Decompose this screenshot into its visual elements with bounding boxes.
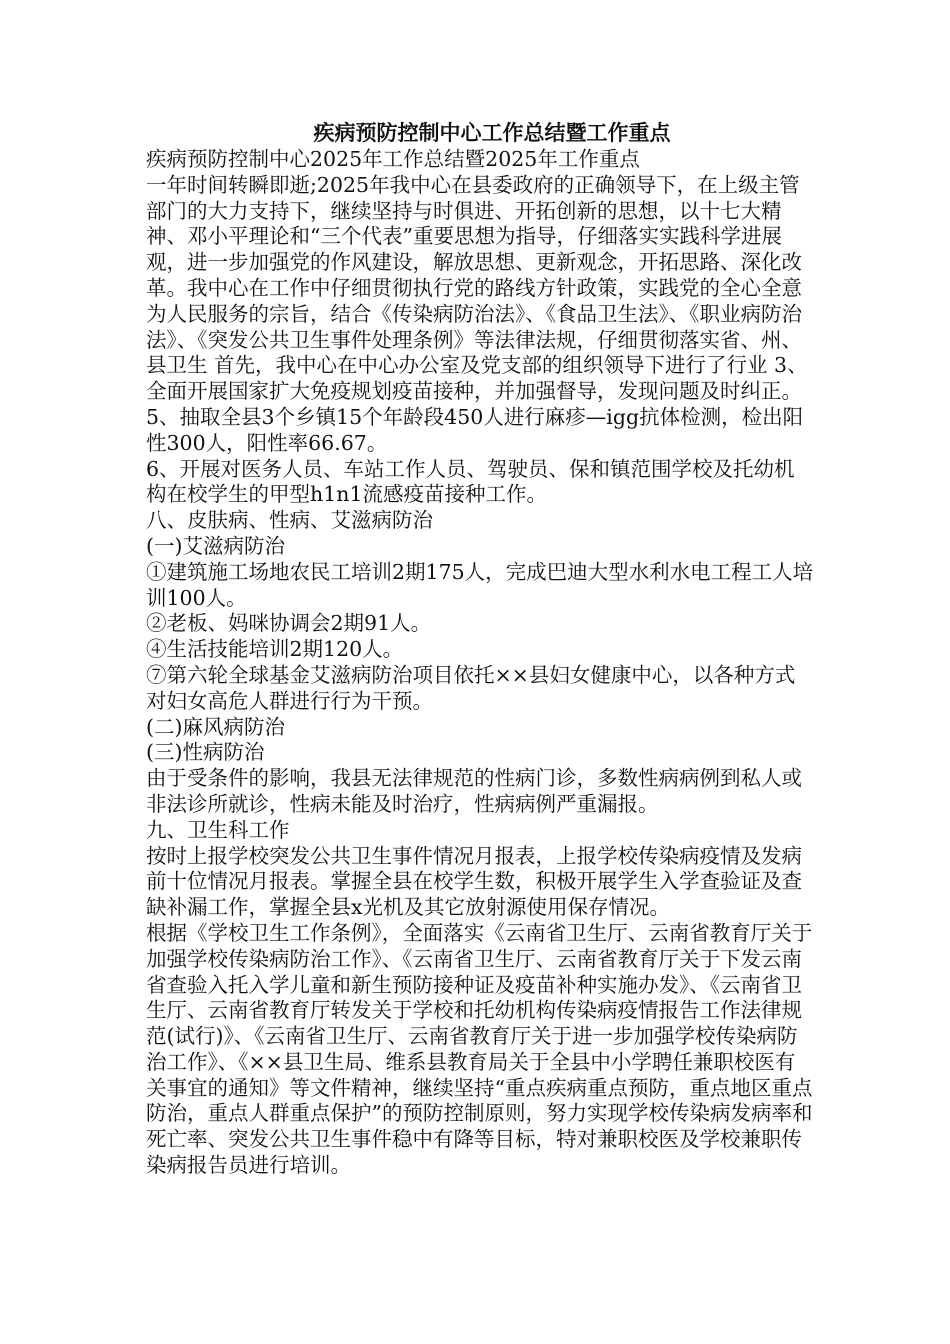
document-page [146, 120, 814, 1179]
section-heading-8: 八、皮肤病、性病、艾滋病防治 [146, 508, 433, 533]
list-item-4: ④生活技能培训2期120人。 [146, 637, 404, 662]
section-heading-9: 九、卫生科工作 [146, 817, 290, 842]
list-item-2: ②老板、妈咪协调会2期91人。 [146, 611, 432, 636]
paragraph-measles-test: 5、抽取全县3个乡镇15个年龄段450人进行麻疹—igg抗体检测，检出阳性300人，阳性率66.67。 [146, 404, 804, 455]
paragraph-school-regulations: 根据《学校卫生工作条例》，全面落实《云南省卫生厅、云南省教育厅关于加强学校传染病防治工作》、《云南省卫生厅、云南省教育厅关于下发云南省查验入托入学儿童和新生预防接种证及疫苗补种实施办发》、《云南省卫生厅、云南省教育厅转发关于学校和托幼机构传染病疫情报告工作法律规范(试行)》、《云南省卫生厅、云南省教育厅关于进一步加强学校传染病防治工作》、《××县卫生局、维系县教育局关于全县中小学聘任兼职校医有关事宜的通知》等文件精神，继续坚持“重点疾病重点预防，重点地区重点防治，重点人群重点保护”的预防控制原则，努力实现学校传染病发病率和死亡率、突发公共卫生事件稳中有降等目标，特对兼职校医及学校兼职传染病报告员进行培训。 [146, 920, 813, 1178]
paragraph-school-report: 按时上报学校突发公共卫生事件情况月报表，上报学校传染病疫情及发病前十位情况月报表。掌握全县在校学生数，积极开展学生入学查验证及查缺补漏工作，掌握全县x光机及其它放射源使用保存情况。 [146, 843, 802, 920]
paragraph-h1n1-vaccine: 6、开展对医务人员、车站工作人员、驾驶员、保和镇范围学校及托幼机构在校学生的甲型h1n1流感疫苗接种工作。 [146, 456, 795, 507]
list-item-7: ⑦第六轮全球基金艾滋病防治项目依托××县妇女健康中心，以各种方式对妇女高危人群进行行为干预。 [146, 662, 796, 713]
paragraph-std: 由于受条件的影响，我县无法律规范的性病门诊，多数性病病例到私人或非法诊所就诊，性病未能及时治疗，性病病例严重漏报。 [146, 766, 802, 816]
paragraph-subtitle: 疾病预防控制中心2025年工作总结暨2025年工作重点 [146, 147, 640, 171]
paragraph-intro: 一年时间转瞬即逝;2025年我中心在县委政府的正确领导下，在上级主管部门的大力支持下，继续坚持与时俱进、开拓创新的思想，以十七大精神、邓小平理论和“三个代表”重要思想为指导，仔细落实实践科学进展观，进一步加强党的作风建设，解放思想、更新观念，开拓思路、深化改革。我中心在工作中仔细贯彻执行党的路线方针政策，实践党的全心全意为人民服务的宗旨，结合《传染病防治法》、《食品卫生法》、《职业病防治法》、《突发公共卫生事件处理条例》等法律法规，仔细贯彻落实省、州、县卫生 首先，我中心在中心办公室及党支部的组织领导下进行了行业 3、全面开展国家扩大免疫规划疫苗接种，并加强督导，发现问题及时纠正。 [146, 172, 808, 404]
document-title: 疾病预防控制中心工作总结暨工作重点 [313, 121, 671, 145]
subheading-std: (三)性病防治 [146, 740, 265, 765]
subheading-leprosy: (二)麻风病防治 [146, 714, 285, 739]
subheading-aids: (一)艾滋病防治 [146, 533, 285, 558]
list-item-1: ①建筑施工场地农民工培训2期175人，完成巴迪大型水利水电工程工人培训100人。 [146, 559, 814, 610]
